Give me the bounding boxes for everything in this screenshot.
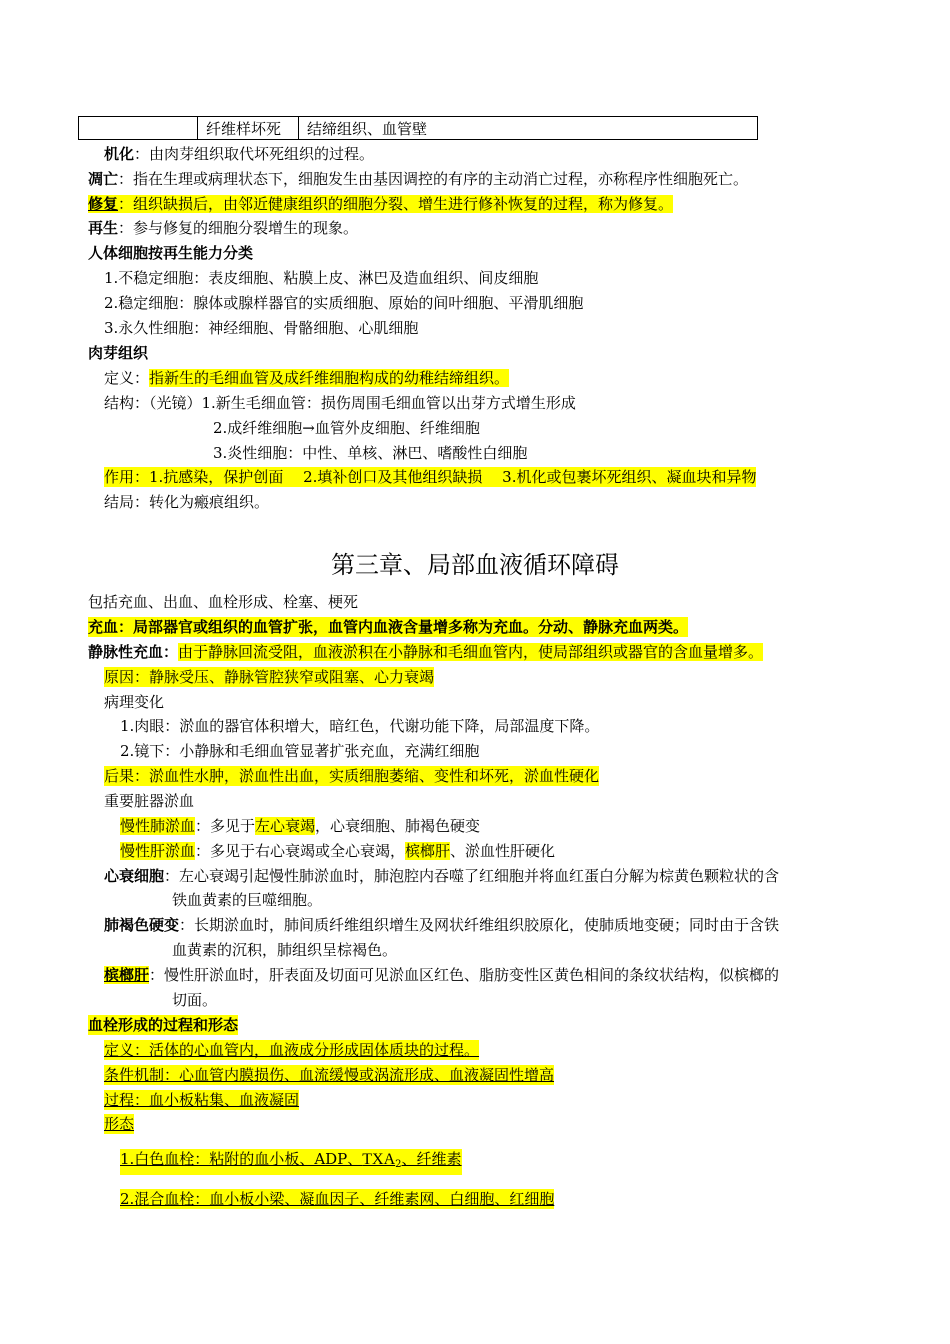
table-cell	[79, 117, 198, 140]
brown-induration-cont: 血黄素的沉积，肺组织呈棕褐色。	[172, 941, 398, 959]
def-text: 指在生理或病理状态下，细胞发生由基因调控的有序的主动消亡过程，亦称程序性细胞死亡。	[133, 170, 749, 188]
txa-subscript: 2	[395, 1159, 402, 1170]
result-line: 后果：淤血性水肿，淤血性出血，实质细胞萎缩、变性和坏死，淤血性硬化	[104, 767, 600, 785]
regen-title: 人体细胞按再生能力分类	[88, 244, 254, 262]
def-text: 参与修复的细胞分裂增生的现象。	[133, 219, 359, 237]
def-sep: ：	[118, 219, 134, 237]
table-row	[79, 117, 758, 140]
text-part: 、纤维素	[401, 1150, 462, 1168]
def-text: 由于静脉回流受阻，血液淤积在小静脉和毛细血管内，使局部组织或器官的含血量增多。	[178, 643, 764, 661]
text-part: 、淤血性肝硬化	[450, 842, 556, 860]
def-term: 修复	[88, 195, 119, 213]
nutmeg-liver-def	[104, 965, 779, 985]
granulation-title: 肉芽组织	[88, 344, 149, 362]
granulation-function: 作用：1.抗感染，保护创面 2.填补创口及其他组织缺损 3.机化或包裹坏死组织、凝血块和异物	[104, 468, 757, 486]
list-item: 3.永久性细胞：神经细胞、骨骼细胞、心肌细胞	[104, 319, 419, 337]
text-highlight: 槟榔肝	[405, 842, 451, 860]
def-sep: ：	[118, 195, 134, 213]
def-term: 凋亡	[88, 170, 119, 188]
def-term: 心衰细胞	[104, 867, 165, 885]
granulation-struct-2: 2.成纤维细胞→血管外皮细胞、纤维细胞	[213, 419, 480, 437]
heart-failure-cell-def	[104, 866, 779, 886]
def-term: 机化	[104, 145, 135, 163]
def-sep: ：	[118, 170, 134, 188]
text-part: ：多见于	[195, 817, 256, 835]
def-text: ：慢性肝淤血时，肝表面及切面可见淤血区红色、脂肪变性区黄色相间的条纹状结构，似槟榔的	[149, 966, 780, 984]
patho-title: 病理变化	[104, 693, 165, 711]
text-part: ：多见于右心衰竭或全心衰竭，	[195, 842, 406, 860]
granulation-outcome: 结局：转化为瘢痕组织。	[104, 493, 270, 511]
patho-item: 1.肉眼：淤血的器官体积增大，暗红色，代谢功能下降，局部温度下降。	[120, 717, 600, 735]
lung-congestion-line	[120, 816, 480, 836]
nutmeg-liver-cont: 切面。	[172, 991, 218, 1009]
thrombus-def: 定义：活体的心血管内，血液成分形成固体质块的过程。	[104, 1041, 480, 1059]
def-text: 指新生的毛细血管及成纤维细胞构成的幼稚结缔组织。	[149, 369, 510, 387]
txa-label: TXA	[362, 1151, 396, 1168]
liver-congestion-line	[120, 841, 555, 861]
brown-induration-def	[104, 915, 779, 935]
def-term: 静脉性充血：	[88, 643, 179, 661]
thrombus-condition: 条件机制：心血管内膜损伤、血流缓慢或涡流形成、血液凝固性增高	[104, 1066, 555, 1084]
thrombus-form: 形态	[104, 1115, 135, 1133]
granulation-struct-3: 3.炎性细胞：中性、单核、淋巴、嗜酸性白细胞	[213, 444, 528, 462]
chapter-title: 第三章、局部血液循环障碍	[331, 551, 619, 579]
list-item: 2.稳定细胞：腺体或腺样器官的实质细胞、原始的间叶细胞、平滑肌细胞	[104, 294, 584, 312]
mixed-thrombus: 2.混合血栓：血小板小梁、凝血因子、纤维素网、白细胞、红细胞	[120, 1190, 555, 1208]
text-part: ，心衰细胞、肺褐色硬变	[315, 817, 481, 835]
top-table	[78, 116, 758, 140]
table-cell: 结缔组织、血管壁	[299, 117, 758, 140]
def-text: 组织缺损后，由邻近健康组织的细胞分裂、增生进行修补恢复的过程，称为修复。	[133, 195, 674, 213]
white-thrombus	[120, 1149, 462, 1175]
text-part: 1.白色血栓：粘附的血小板、ADP、	[120, 1150, 363, 1168]
chapter-intro: 包括充血、出血、血栓形成、栓塞、梗死	[88, 593, 359, 611]
def-term: 槟榔肝	[104, 966, 150, 984]
hyperemia-def: 充血：局部器官或组织的血管扩张，血管内血液含量增多称为充血。分动、静脉充血两类。	[88, 618, 689, 636]
def-text: 由肉芽组织取代坏死组织的过程。	[149, 145, 375, 163]
venous-hyperemia-def	[88, 642, 763, 662]
organ-title: 重要脏器淤血	[104, 792, 195, 810]
thrombus-process: 过程：血小板粘集、血液凝固	[104, 1091, 300, 1109]
text-highlight: 左心衰竭	[255, 817, 316, 835]
def-text: ：长期淤血时，肺间质纤维组织增生及网状纤维组织胶原化，使肺质地变硬；同时由于含铁	[179, 916, 780, 934]
def-regeneration	[88, 218, 358, 238]
granulation-def	[104, 368, 509, 388]
def-term: 肺褐色硬变	[104, 916, 180, 934]
list-item: 1.不稳定细胞：表皮细胞、粘膜上皮、淋巴及造血组织、间皮细胞	[104, 269, 539, 287]
thrombus-title: 血栓形成的过程和形态	[88, 1016, 239, 1034]
def-apoptosis	[88, 169, 748, 189]
table-cell: 纤维样坏死	[198, 117, 299, 140]
heart-failure-cell-cont: 铁血黄素的巨噬细胞。	[172, 891, 323, 909]
def-sep: ：	[134, 145, 150, 163]
def-term: 慢性肺淤血	[120, 817, 196, 835]
def-repair	[88, 194, 673, 214]
def-label: 定义：	[104, 369, 150, 387]
granulation-struct-1: 结构：（光镜）1.新生毛细血管：损伤周围毛细血管以出芽方式增生形成	[104, 394, 576, 412]
def-jihua	[104, 144, 374, 164]
patho-item: 2.镜下：小静脉和毛细血管显著扩张充血，充满红细胞	[120, 742, 480, 760]
def-term: 慢性肝淤血	[120, 842, 196, 860]
cause-line: 原因：静脉受压、静脉管腔狭窄或阻塞、心力衰竭	[104, 668, 435, 686]
def-term: 再生	[88, 219, 119, 237]
def-text: ：左心衰竭引起慢性肺淤血时，肺泡腔内吞噬了红细胞并将血红蛋白分解为棕黄色颗粒状的含	[164, 867, 780, 885]
